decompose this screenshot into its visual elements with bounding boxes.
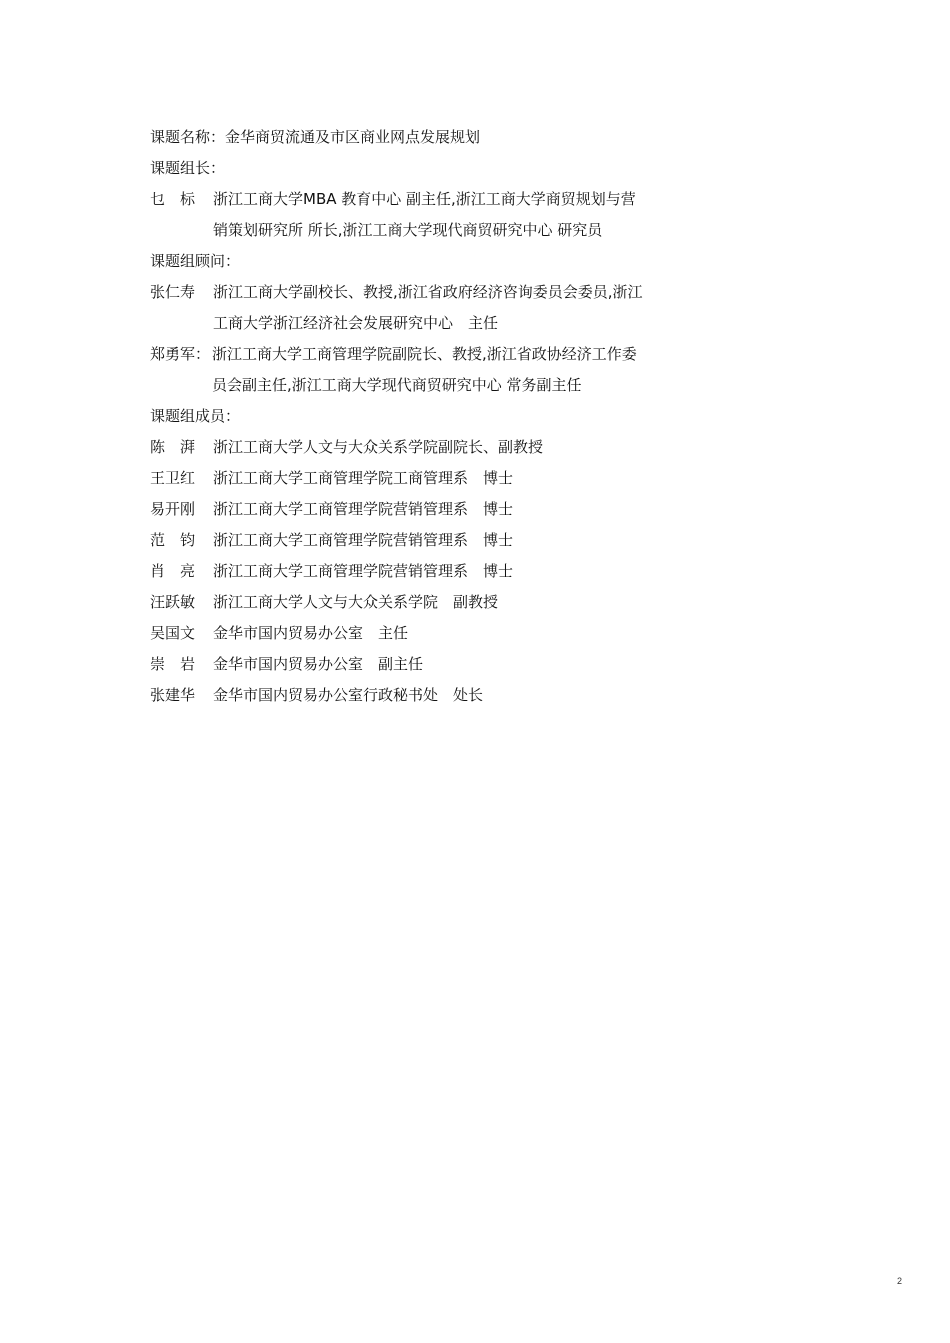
document-content bbox=[150, 122, 650, 711]
member-description: 浙江工商大学人文与大众关系学院副院长、副教授 bbox=[213, 438, 544, 456]
member-entry bbox=[150, 494, 650, 525]
member-heading: 课题组成员： bbox=[150, 407, 241, 425]
member-entry bbox=[150, 649, 650, 680]
member-name: 吴国文 bbox=[150, 624, 196, 642]
member-description: 金华市国内贸易办公室行政秘书处 处长 bbox=[213, 686, 484, 704]
member-name: 易开刚 bbox=[150, 500, 196, 518]
member-entry bbox=[150, 556, 650, 587]
member-description: 金华市国内贸易办公室 副主任 bbox=[213, 655, 424, 673]
member-name: 范 钧 bbox=[150, 531, 196, 549]
member-entry bbox=[150, 618, 650, 649]
member-description: 浙江工商大学人文与大众关系学院 副教授 bbox=[213, 593, 499, 611]
member-entry bbox=[150, 587, 650, 618]
leader-heading: 课题组长： bbox=[150, 159, 226, 177]
advisor-description: 浙江工商大学副校长、教授,浙江省政府经济咨询委员会委员,浙江工商大学浙江经济社会发展研究中心 主任 bbox=[213, 283, 643, 332]
project-title: 课题名称：金华商贸流通及市区商业网点发展规划 bbox=[150, 128, 481, 146]
member-name: 崇 岩 bbox=[150, 655, 196, 673]
member-description: 浙江工商大学工商管理学院工商管理系 博士 bbox=[213, 469, 514, 487]
member-description: 浙江工商大学工商管理学院营销管理系 博士 bbox=[213, 531, 514, 549]
member-name: 王卫红 bbox=[150, 469, 196, 487]
member-description: 浙江工商大学工商管理学院营销管理系 博士 bbox=[213, 562, 514, 580]
member-description: 金华市国内贸易办公室 主任 bbox=[213, 624, 409, 642]
page-number: 2 bbox=[897, 1276, 903, 1286]
advisor-heading: 课题组顾问： bbox=[150, 252, 241, 270]
member-entry bbox=[150, 432, 650, 463]
member-description: 浙江工商大学工商管理学院营销管理系 博士 bbox=[213, 500, 514, 518]
advisor-entry bbox=[150, 339, 650, 401]
member-entry bbox=[150, 463, 650, 494]
member-name: 汪跃敏 bbox=[150, 593, 196, 611]
advisor-entry bbox=[150, 277, 650, 339]
leader-description: 浙江工商大学MBA 教育中心 副主任,浙江工商大学商贸规划与营销策划研究所 所长,浙江工商大学现代商贸研究中心 研究员 bbox=[213, 190, 636, 239]
member-entry bbox=[150, 680, 650, 711]
member-name: 陈 湃 bbox=[150, 438, 196, 456]
member-name: 张建华 bbox=[150, 686, 196, 704]
member-name: 肖 亮 bbox=[150, 562, 196, 580]
leader-entry bbox=[150, 184, 650, 246]
advisor-description: 浙江工商大学工商管理学院副院长、教授,浙江省政协经济工作委员会副主任,浙江工商大学现代商贸研究中心 常务副主任 bbox=[212, 345, 637, 394]
advisor-name: 郑勇军： bbox=[150, 345, 211, 363]
member-entry bbox=[150, 525, 650, 556]
leader-name: 乜 标 bbox=[150, 190, 196, 208]
advisor-name: 张仁寿 bbox=[150, 283, 196, 301]
